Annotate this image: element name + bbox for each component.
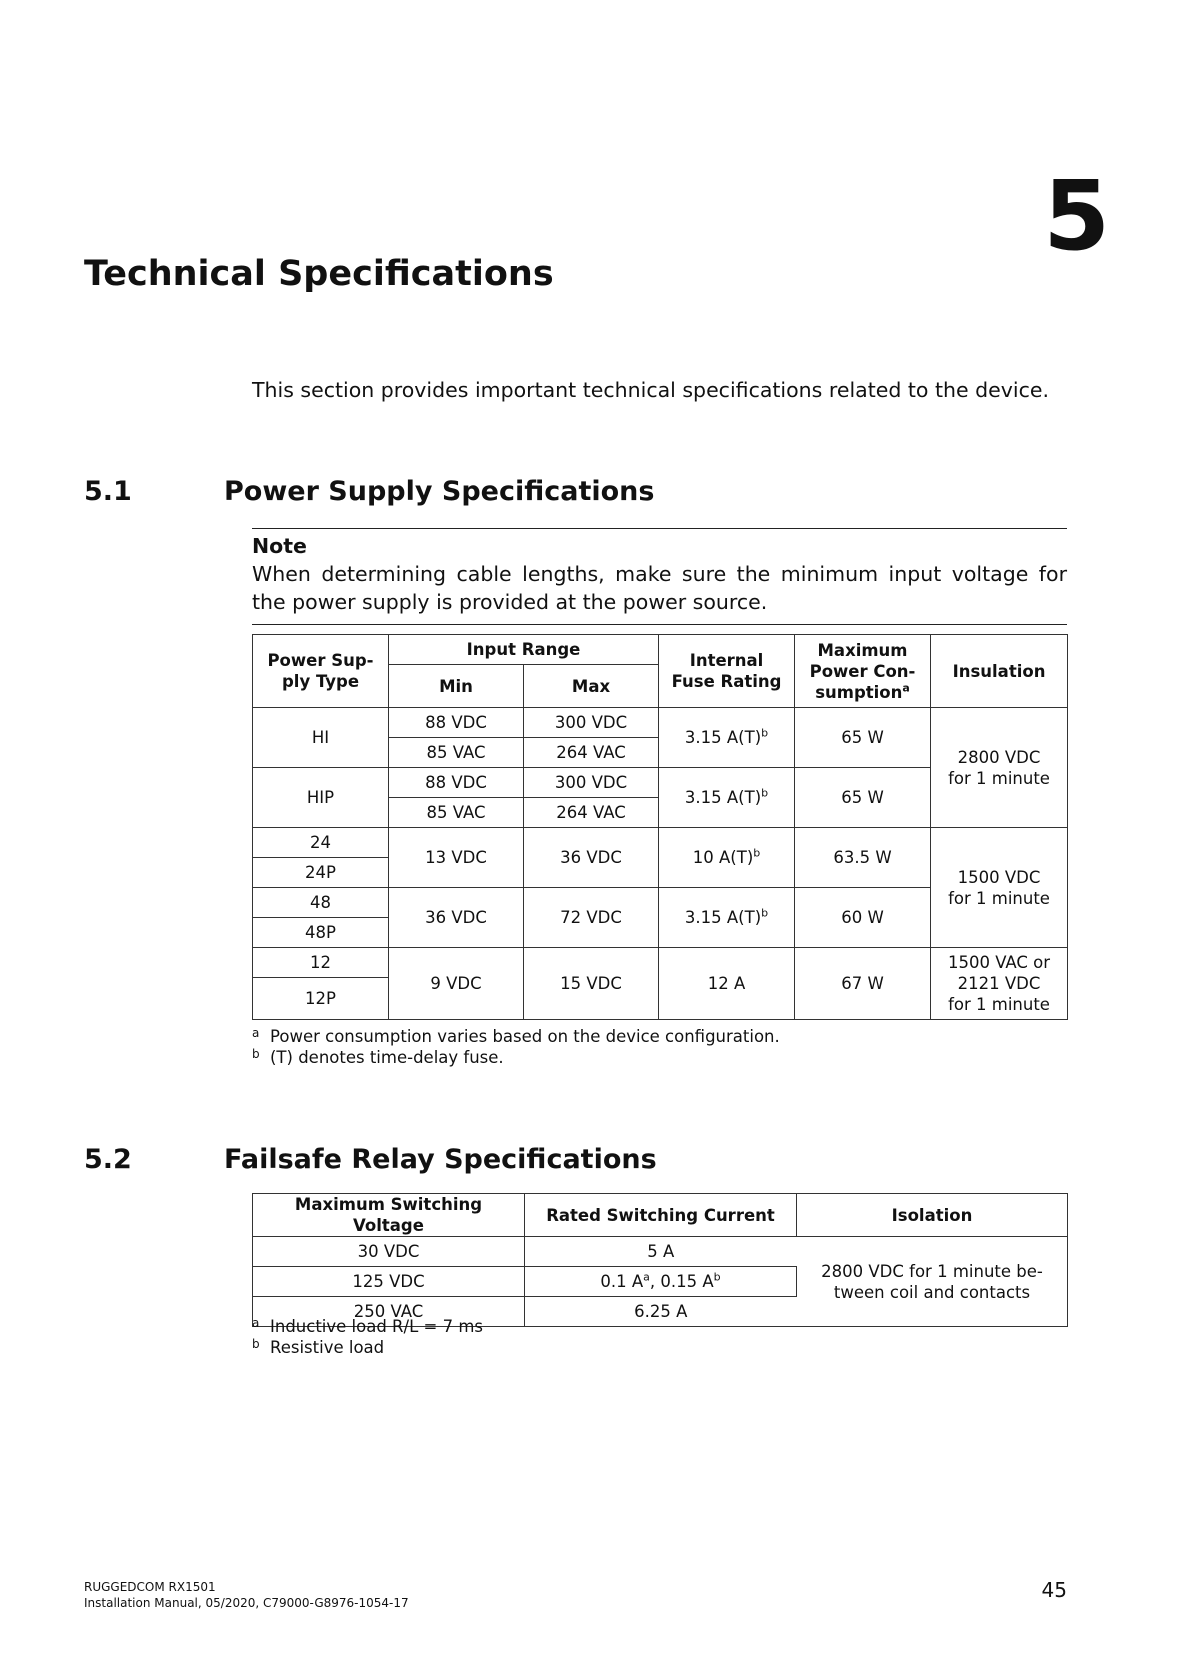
cell-fuse: 3.15 $A(T)^b$ <box>659 888 795 948</box>
cell-isolation: 2800 VDC for 1 minute be- tween coil and contacts <box>797 1237 1068 1327</box>
cell-voltage: 30 VDC <box>253 1237 525 1267</box>
footnote-a: a Power consumption varies based on the device configuration. <box>252 1026 780 1046</box>
header-fuse-rating: Internal Fuse Rating <box>659 635 795 708</box>
cell-type: 12P <box>253 978 389 1020</box>
cell-power: 65 W <box>795 768 931 828</box>
header-max: Max <box>524 665 659 708</box>
cell-current: 5 A <box>525 1237 797 1267</box>
header-max-switching-voltage: Maximum Switching Voltage <box>253 1194 525 1237</box>
header-isolation: Isolation <box>797 1194 1068 1237</box>
header-insulation: Insulation <box>931 635 1068 708</box>
cell-fuse: 3.15 $A(T)^b$ <box>659 708 795 768</box>
table-row <box>253 1237 1068 1267</box>
header-max-power: Maximum Power Con- sumption$^a$ <box>795 635 931 708</box>
chapter-title: Technical Specifications <box>84 254 554 294</box>
note-text: When determining cable lengths, make sure the minimum input voltage for the power supply is provided at the power source. <box>252 562 1067 614</box>
cell-type: HI <box>253 708 389 768</box>
cell-current: 0.1 $A^a$, 0.15 $A^b$ <box>525 1267 797 1297</box>
note-title: Note <box>252 534 307 558</box>
footnote-b: b Resistive load <box>252 1337 385 1357</box>
header-input-range: Input Range <box>389 635 659 665</box>
cell-max: 264 VAC <box>524 738 659 768</box>
cell-fuse: 3.15 $A(T)^b$ <box>659 768 795 828</box>
cell-current: 6.25 A <box>525 1297 797 1327</box>
header-min: Min <box>389 665 524 708</box>
cell-max: 36 VDC <box>524 828 659 888</box>
footer-document-info: Installation Manual, 05/2020, C79000-G8976-1054-17 <box>84 1596 409 1610</box>
power-supply-table <box>252 634 1068 1020</box>
cell-min: 36 VDC <box>389 888 524 948</box>
cell-max: 15 VDC <box>524 948 659 1020</box>
header-power-supply-type: Power Sup- ply Type <box>253 635 389 708</box>
cell-insulation: 1500 VDC for 1 minute <box>931 828 1068 948</box>
footnote-a: a Inductive load R/L = 7 ms <box>252 1316 483 1336</box>
cell-voltage: 250 VAC <box>253 1297 525 1327</box>
cell-power: 65 W <box>795 708 931 768</box>
intro-text: This section provides important technical specifications related to the device. <box>252 378 1049 402</box>
cell-type: HIP <box>253 768 389 828</box>
cell-max: 300 VDC <box>524 768 659 798</box>
cell-insulation: 1500 VAC or 2121 VDC for 1 minute <box>931 948 1068 1020</box>
cell-power: 60 W <box>795 888 931 948</box>
cell-min: 85 VAC <box>389 738 524 768</box>
cell-fuse: 10 $A(T)^b$ <box>659 828 795 888</box>
section-title-failsafe-relay: Failsafe Relay Specifications <box>224 1144 657 1175</box>
footnote-b: b (T) denotes time-delay fuse. <box>252 1047 504 1067</box>
cell-power: 67 W <box>795 948 931 1020</box>
section-number-5-2: 5.2 <box>84 1144 132 1175</box>
cell-max: 264 VAC <box>524 798 659 828</box>
section-number-5-1: 5.1 <box>84 476 132 507</box>
cell-min: 9 VDC <box>389 948 524 1020</box>
note-box <box>252 528 1067 625</box>
cell-max: 72 VDC <box>524 888 659 948</box>
cell-max: 300 VDC <box>524 708 659 738</box>
table-row <box>253 948 1068 978</box>
table-row <box>253 708 1068 738</box>
page-number: 45 <box>1041 1578 1067 1602</box>
failsafe-relay-table <box>252 1193 1068 1327</box>
cell-type: 12 <box>253 948 389 978</box>
cell-min: 88 VDC <box>389 768 524 798</box>
header-rated-switching-current: Rated Switching Current <box>525 1194 797 1237</box>
cell-type: 24 <box>253 828 389 858</box>
cell-type: 48 <box>253 888 389 918</box>
chapter-number: 5 <box>1043 160 1110 272</box>
cell-type: 48P <box>253 918 389 948</box>
cell-min: 13 VDC <box>389 828 524 888</box>
cell-voltage: 125 VDC <box>253 1267 525 1297</box>
footer-product: RUGGEDCOM RX1501 <box>84 1580 216 1594</box>
cell-min: 85 VAC <box>389 798 524 828</box>
cell-power: 63.5 W <box>795 828 931 888</box>
cell-type: 24P <box>253 858 389 888</box>
section-title-power-supply: Power Supply Specifications <box>224 476 655 507</box>
table-row <box>253 828 1068 858</box>
cell-fuse: 12 A <box>659 948 795 1020</box>
cell-min: 88 VDC <box>389 708 524 738</box>
cell-insulation: 2800 VDC for 1 minute <box>931 708 1068 828</box>
